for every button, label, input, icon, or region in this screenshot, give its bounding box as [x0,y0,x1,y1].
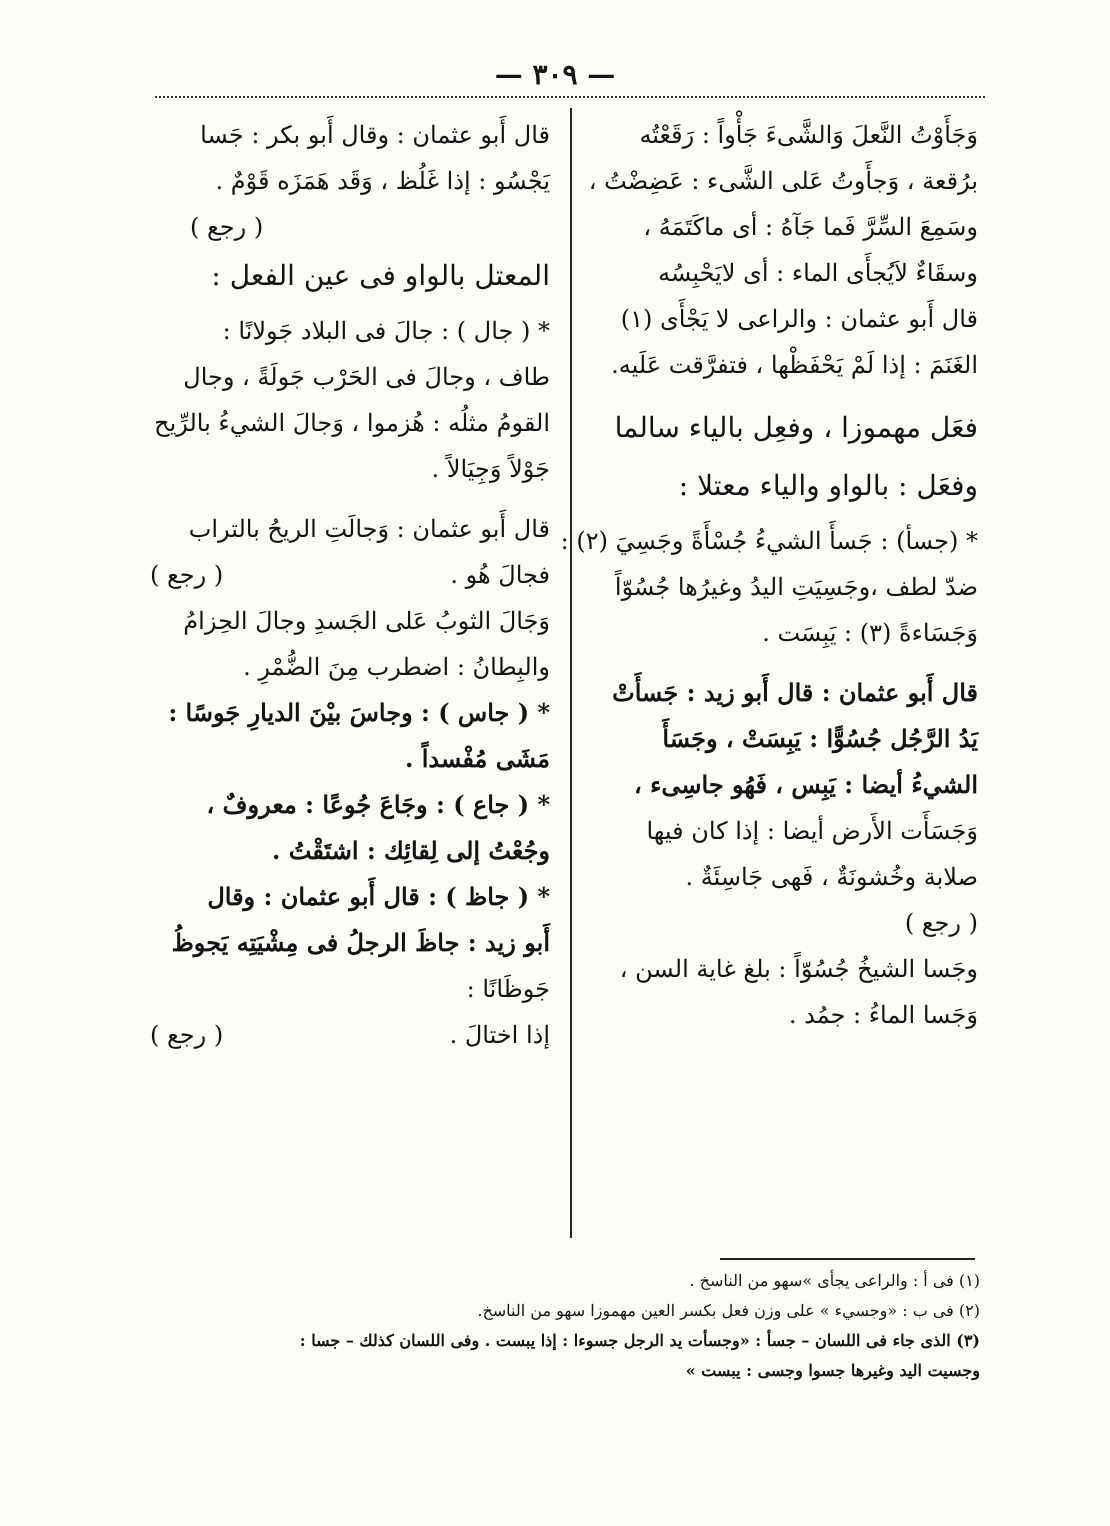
text-line: يَجْسُو : إذا غَلُظ ، وَقَد هَمَزَه قَوْمٌ . [215,167,550,195]
section-heading: المعتل بالواو فى عين الفعل : [211,259,550,292]
left-column [150,120,550,1066]
section-heading: وفعَل : بالواو والياء معتلا : [678,469,978,502]
text-line: أَبو زيد : جاظَ الرجلُ فى مِشْيَتِه يَجوظُ [171,928,550,957]
text-line: وَجَأَوْتُ النَّعلَ وَالشَّىءَ جَأْواً : رَقَعْتُه [639,121,978,149]
text-line: قال أَبو عثمان : قال أَبو زيد : جَسأَتْ [612,678,978,707]
text-line: برُقعة ، وَجأَوتُ عَلى الشَّىء : عَضِضْتُ ، [588,167,978,195]
header-rule [155,96,985,98]
text-line: قال أَبو عثمان : وَجالَتِ الريحُ بالتراب [188,515,550,543]
footnotes [150,1270,980,1390]
text-line: صلابة وخُشونَةٌ ، فَهى جَاسِئَةٌ . [685,863,978,891]
text-line-with-marker [150,1020,550,1050]
text-segment: فجالَ هُو . [450,561,550,589]
right-column [560,120,978,1046]
text-line: جَوظَانًا : [466,975,550,1003]
text-line: وجَسا الشيخُ جُسُوّاً : بلغ غاية السن ، [619,955,978,983]
footnote-continuation: وجسيت اليد وغيرها جسوا وجسى : يبست » [685,1361,980,1380]
text-line: مَشَى مُفْسداً . [404,744,550,773]
return-marker: ( رجع ) [190,213,264,241]
text-line: وسقَاءٌ لاَيُجأَى الماء : أى لايَحْبِسُه [658,259,978,287]
entry-line: * ( جاس ) : وجاسَ بيْنَ الديارِ جَوسًا : [168,698,550,727]
text-line: والبِطانُ : اضطرب مِنَ الضُّمْرِ . [243,653,550,681]
return-marker: ( رجع ) [150,561,224,589]
text-line: قال أَبو عثمان : وقال أَبو بكر : جَسا [200,121,550,149]
text-line: القومُ مثلُه : هُزموا ، وَجالَ الشيءُ بالرِّيح [154,409,550,437]
text-line: طاف ، وجالَ فى الحَرْب جَولَةً ، وجال [183,363,550,391]
entry-line: * (جسأ) : جَسأَ الشيءُ جُسْأَةً وجَسِيَ (٢) : [560,527,978,555]
entry-line: * ( جاع ) : وجَاعَ جُوعًا : معروفٌ ، [206,790,550,819]
column-divider [570,108,572,1238]
entry-line: * ( جاظ ) : قال أَبو عثمان : وقال [207,882,550,911]
text-line: وَجَسَأَت الأَرض أيضا : إذا كان فيها [646,817,978,845]
entry-line: * ( جال ) : جالَ فى البلاد جَولانًا : [222,317,550,345]
text-line: وسَمِعَ السِّرَّ فَما جَآهُ : أى ماكَتَمَهُ ، [643,213,978,241]
page-number: — ٣٠٩ — [494,58,616,91]
text-line: الشيءُ أيضا : يَبِس ، فَهُو جاسِىء ، [634,770,978,799]
footnote-rule [720,1258,975,1260]
return-marker: ( رجع ) [150,1021,224,1049]
text-line: ضدّ لطف ،وجَسِيَتِ اليدُ وغيرُها جُسُوّاً [614,573,978,601]
text-line: قال أَبو عثمان : والراعى لا يَجْأَى (١) [620,305,978,333]
text-line: وَجَسَاءةً (٣) : يَبِسَت . [762,619,978,647]
text-line: وَجَسا الماءُ : جمُد . [788,1001,978,1029]
text-line-with-marker [150,560,550,590]
text-line: جَوْلاً وَجِيَالاً . [431,455,550,483]
footnote: (١) فى أ : والراعى يجأى »سهو من الناسخ . [689,1271,980,1290]
text-line: وجُعْتُ إلى لِقائِك : اشتَقْتُ . [272,836,550,865]
footnote: (٢) فى ب : «وجسيء » على وزن فعل بكسر العين مهموزا سهو من الناسخ. [477,1301,980,1320]
return-marker: ( رجع ) [904,909,978,937]
text-line: وَجَالَ الثوبُ عَلى الجَسدِ وجالَ الحِزامُ [183,607,550,635]
text-line: الغَنَمَ : إذا لَمْ يَحْفَظْها ، فتفرَّقت عَلَيه. [611,351,978,379]
footnote: (٣) الذى جاء فى اللسان – جسأ : «وجسأت يد الرجل جسوءا : إذا يبست . وفى اللسان كذلك – جسا : [299,1331,980,1350]
section-heading: فعَل مهموزا ، وفعِل باليا‌ء سالما [614,411,978,444]
text-segment: إذا اختالَ . [449,1021,550,1049]
text-line: يَدُ الرَّجُل جُسُوًّا : يَبِسَتْ ، وجَسَأَ [662,724,978,753]
